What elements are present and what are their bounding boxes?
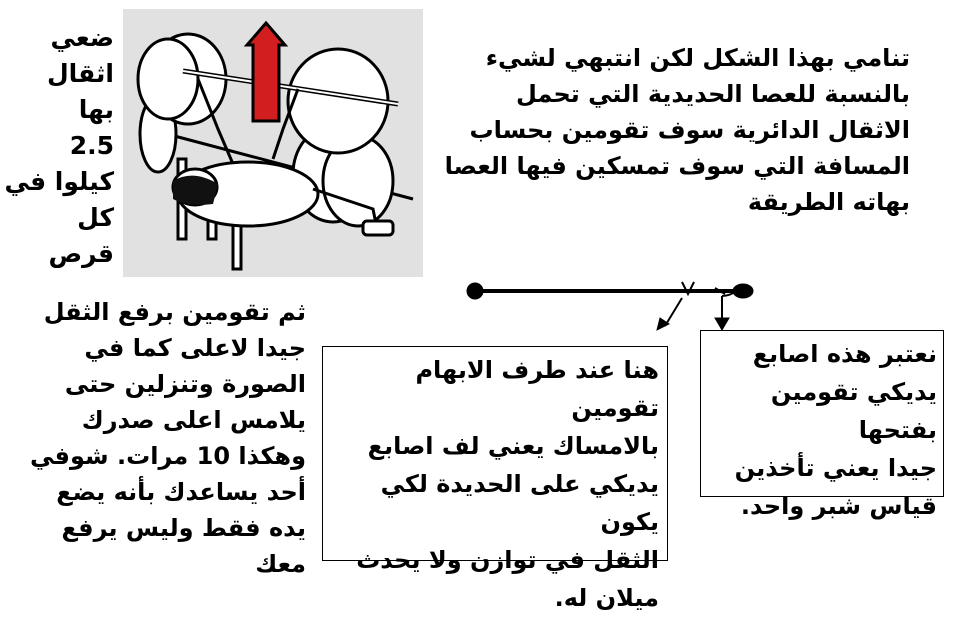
lifting-instructions-text: ثم تقومين برفع الثقل جيدا لاعلى كما في الصورة وتنزلين حتى يلامس اعلى صدرك وهكذا 10 مرات. شوفي أحد يساعدك بأنه يضع يده فقط وليس يرفع معك (30, 298, 306, 578)
finger-span-note-box: نعتبر هذه اصابع يديكي تقومين بفتحها جيدا يعني تأخذين قياس شبر واحد. (700, 330, 944, 497)
grip-instructions-text: تنامي بهذا الشكل لكن انتبهي لشيء بالنسبة للعصا الحديدية التي تحمل الاثقال الدائرية سوف تقومين بحساب المسافة التي سوف تمسكين فيها العصا بهاته الطريقة (444, 44, 910, 216)
upward-arrow-icon (247, 23, 285, 121)
thumb-grip-note-box: هنا عند طرف الابهام تقومين بالامساك يعني لف اصابع يديكي على الحديدة لكي يكون الثقل في توازن ولا يحدث ميلان له. (322, 346, 668, 561)
bench-press-illustration (123, 9, 423, 277)
plate-weight-text: ضعي اثقال بها 2.5 كيلوا في كل قرص (4, 23, 114, 268)
